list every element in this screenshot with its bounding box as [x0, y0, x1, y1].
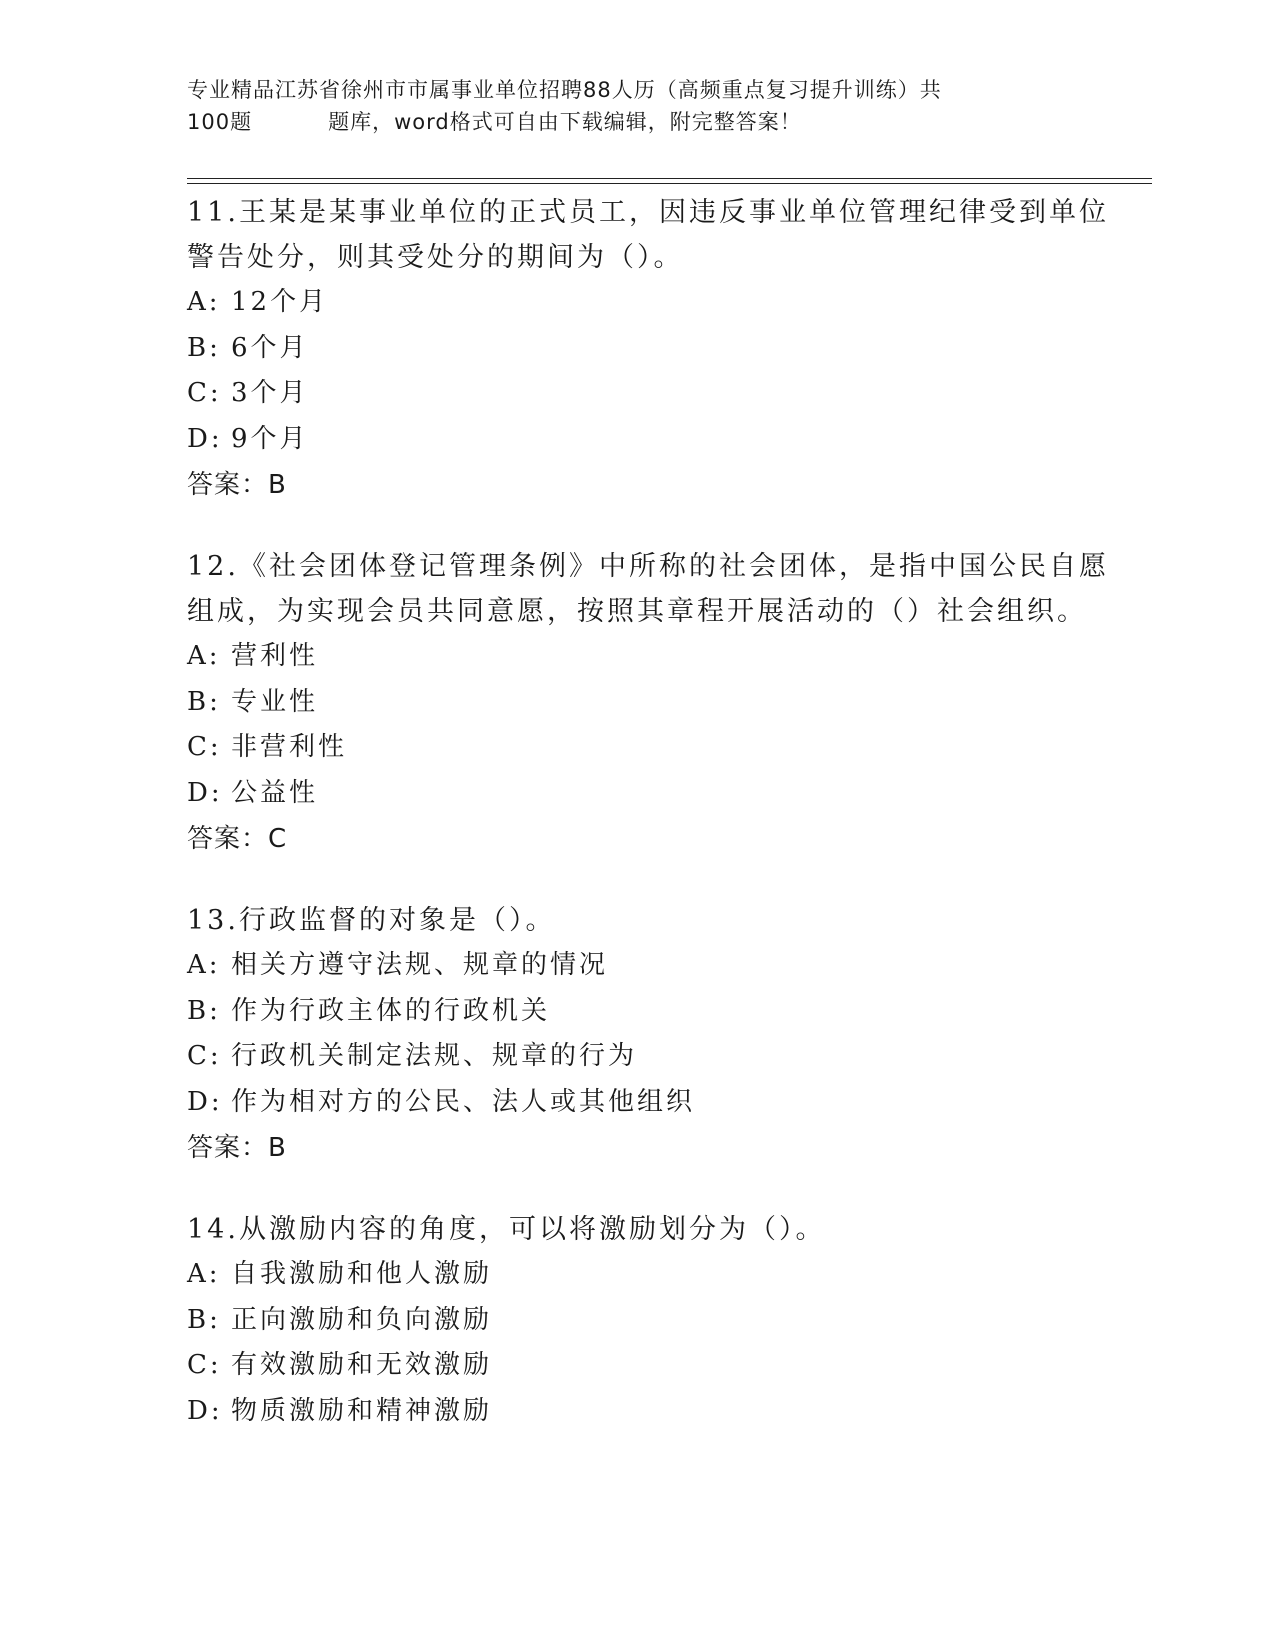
option-letter: B:	[187, 1304, 221, 1335]
option-text: 作为相对方的公民、法人或其他组织	[231, 1086, 696, 1117]
question-stem: 11.王某是某事业单位的正式员工，因违反事业单位管理纪律受到单位警告处分，则其受处分的期间为（）。	[187, 197, 1109, 273]
option-b	[187, 1298, 1127, 1344]
option-a	[187, 943, 1127, 989]
question-stem: 12.《社会团体登记管理条例》中所称的社会团体，是指中国公民自愿组成，为实现会员共同意愿，按照其章程开展活动的（）社会组织。	[187, 551, 1109, 627]
option-text: 6个月	[231, 332, 309, 363]
option-letter: A:	[187, 1259, 221, 1289]
option-c	[187, 371, 1127, 417]
option-letter: C:	[187, 378, 222, 408]
answer-line: 答案：B	[187, 470, 287, 500]
option-a	[187, 634, 1127, 680]
question-12	[187, 544, 1127, 862]
option-letter: B:	[187, 995, 221, 1026]
option-text: 3个月	[231, 378, 309, 408]
header-description: 题库，word格式可自由下载编辑，附完整答案！	[328, 110, 802, 134]
option-text: 相关方遵守法规、规章的情况	[231, 950, 609, 980]
answer-line: 答案：C	[187, 824, 288, 854]
option-letter: C:	[187, 1041, 222, 1071]
option-text: 专业性	[231, 686, 319, 717]
option-c	[187, 725, 1127, 771]
document-header	[187, 74, 1087, 138]
answer-line: 答案：B	[187, 1133, 287, 1163]
option-letter: C:	[187, 732, 222, 762]
question-list	[187, 190, 1127, 1470]
option-letter: B:	[187, 686, 221, 717]
header-divider-top	[187, 178, 1152, 179]
option-c	[187, 1343, 1127, 1389]
option-letter: D:	[187, 777, 223, 808]
option-letter: A:	[187, 950, 221, 980]
header-line-2	[187, 106, 1087, 138]
header-divider-bottom	[187, 183, 1152, 184]
option-d	[187, 1080, 1127, 1126]
option-d	[187, 771, 1127, 817]
option-text: 12个月	[231, 287, 329, 317]
question-stem: 14.从激励内容的角度，可以将激励划分为（）。	[187, 1214, 826, 1245]
question-14	[187, 1207, 1127, 1434]
option-text: 行政机关制定法规、规章的行为	[231, 1041, 638, 1071]
option-letter: A:	[187, 287, 221, 317]
option-b	[187, 326, 1127, 372]
option-d	[187, 1389, 1127, 1435]
option-d	[187, 417, 1127, 463]
question-stem: 13.行政监督的对象是（）。	[187, 905, 556, 936]
option-letter: D:	[187, 1395, 223, 1426]
option-b	[187, 989, 1127, 1035]
option-text: 自我激励和他人激励	[231, 1259, 493, 1289]
option-text: 作为行政主体的行政机关	[231, 995, 551, 1026]
option-text: 物质激励和精神激励	[231, 1395, 493, 1426]
option-text: 9个月	[231, 423, 309, 454]
option-letter: A:	[187, 641, 221, 671]
option-letter: C:	[187, 1350, 222, 1380]
option-text: 有效激励和无效激励	[231, 1350, 493, 1380]
option-letter: D:	[187, 423, 223, 454]
option-text: 公益性	[231, 777, 319, 808]
option-a	[187, 280, 1127, 326]
option-c	[187, 1034, 1127, 1080]
option-a	[187, 1252, 1127, 1298]
option-text: 正向激励和负向激励	[231, 1304, 493, 1335]
option-text: 非营利性	[231, 732, 348, 762]
header-question-count: 100题	[187, 110, 253, 134]
option-letter: D:	[187, 1086, 223, 1117]
question-13	[187, 898, 1127, 1171]
question-11	[187, 190, 1127, 508]
option-b	[187, 680, 1127, 726]
option-letter: B:	[187, 332, 221, 363]
header-line-1: 专业精品江苏省徐州市市属事业单位招聘88人历（高频重点复习提升训练）共	[187, 78, 942, 102]
option-text: 营利性	[231, 641, 319, 671]
